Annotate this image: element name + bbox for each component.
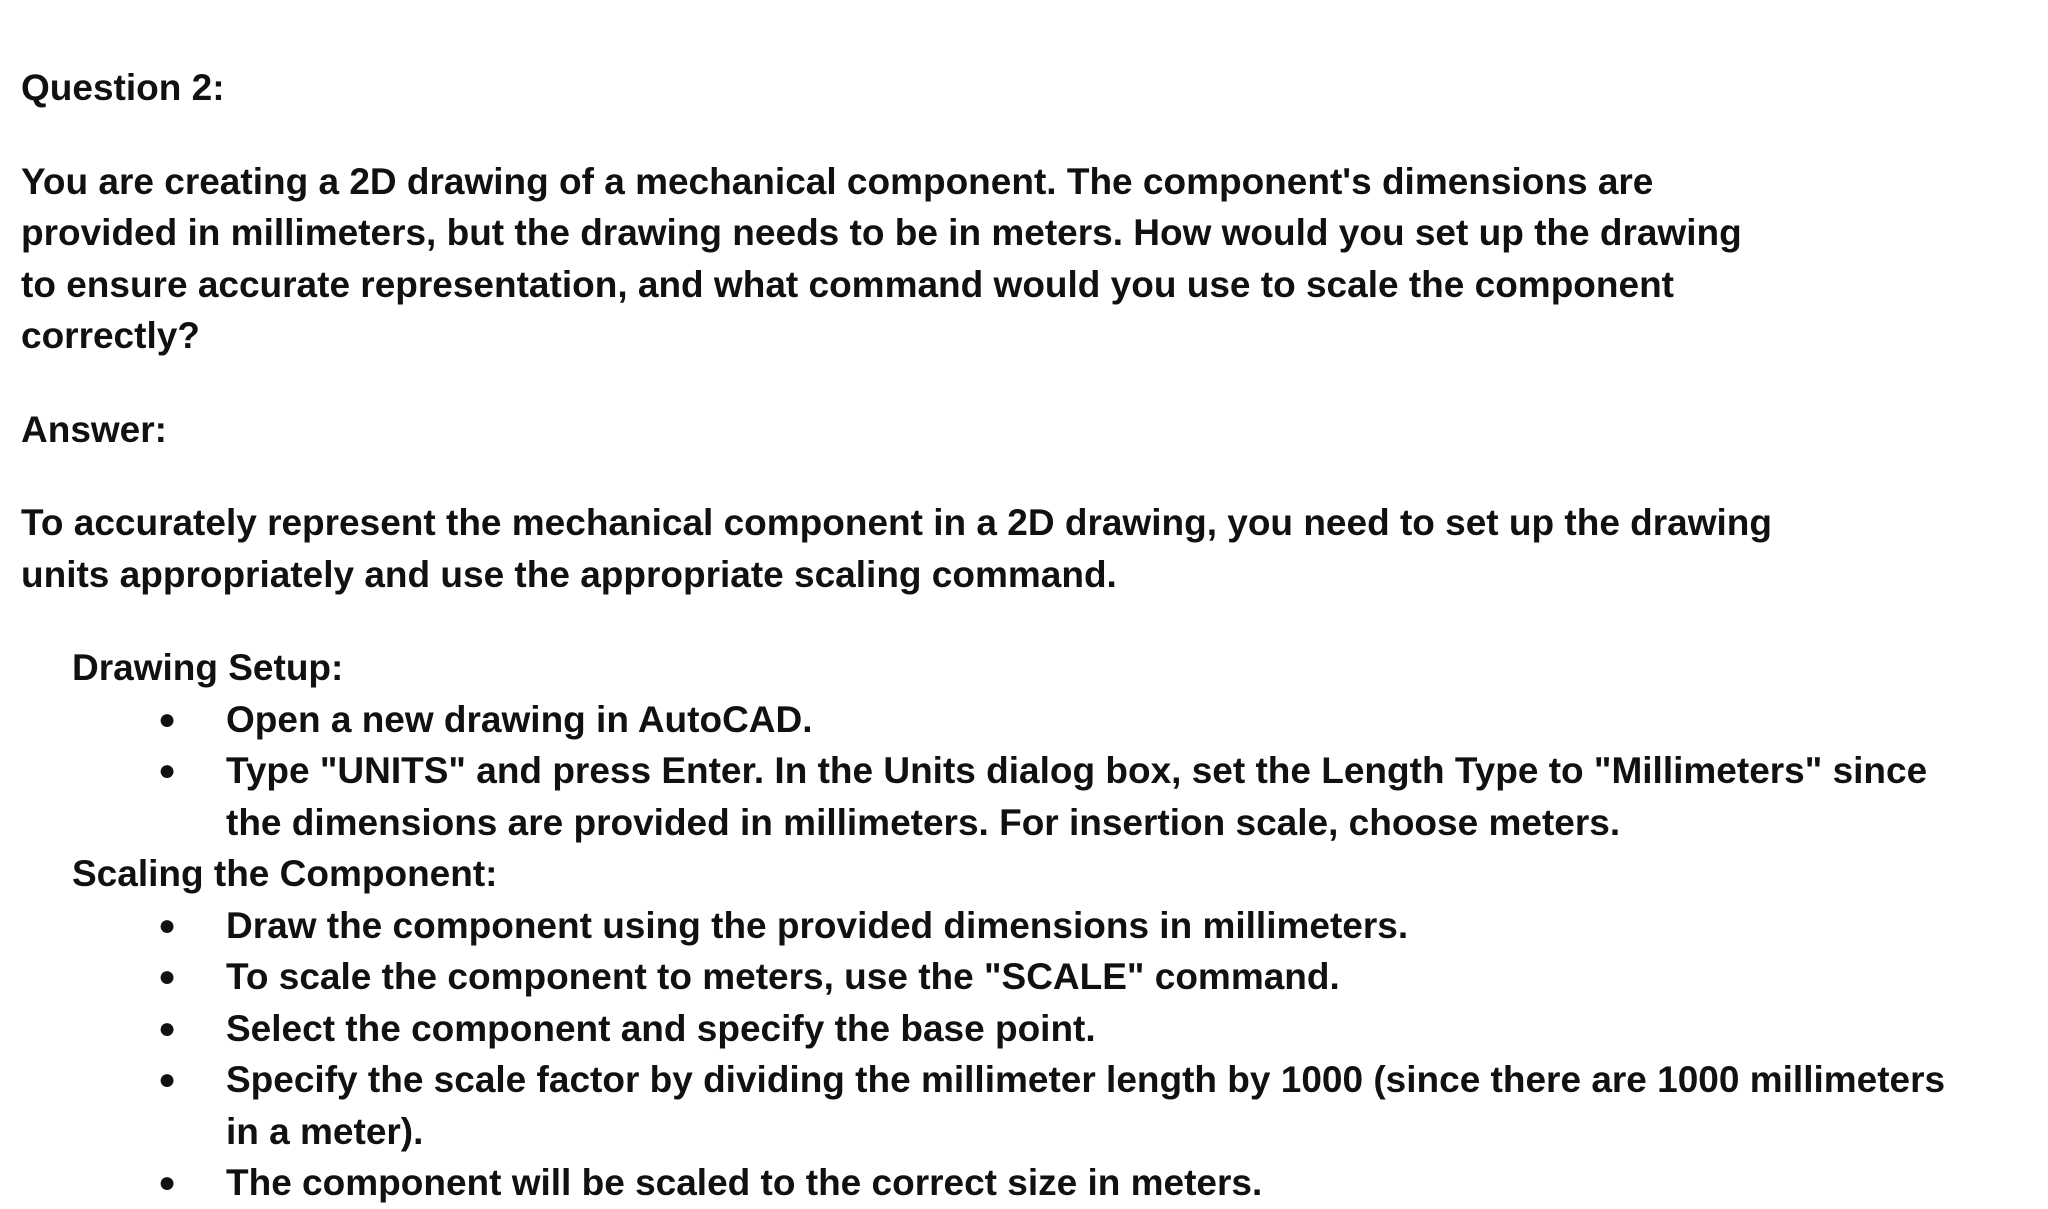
document-body xyxy=(21,62,2021,1209)
list-item-text: Draw the component using the provided dimensions in millimeters. xyxy=(226,904,1409,946)
list-item xyxy=(158,900,2021,952)
list-item xyxy=(158,1157,2021,1209)
bullet-icon: ● xyxy=(158,1166,177,1199)
section-title: Drawing Setup: xyxy=(72,647,344,688)
answer-intro: To accurately represent the mechanical component in a 2D drawing, you need to set up the drawing units appropriately and use the appropriate scaling command. xyxy=(21,502,1773,595)
bullet-icon: ● xyxy=(158,960,177,993)
spacer xyxy=(21,600,2021,642)
answer-heading: Answer: xyxy=(21,408,167,450)
spacer xyxy=(21,114,2021,156)
bullet-list-scaling xyxy=(21,900,2021,1209)
bullet-icon: ● xyxy=(158,908,177,942)
list-item xyxy=(158,694,2021,746)
section-scaling-component xyxy=(72,848,2021,900)
list-item xyxy=(158,951,2021,1003)
bullet-icon: ● xyxy=(158,702,177,736)
spacer xyxy=(21,455,2021,497)
bullet-icon: ● xyxy=(158,754,177,787)
bullet-list-drawing-setup xyxy=(21,694,2021,849)
list-item-text: Open a new drawing in AutoCAD. xyxy=(226,698,813,740)
list-item-text: Type "UNITS" and press Enter. In the Units dialog box, set the Length Type to "Millimeters" since the dimensions are provided in millimeters. For insertion scale, choose meters. xyxy=(226,750,1928,843)
list-item xyxy=(158,1003,2021,1055)
section-drawing-setup xyxy=(72,642,2021,694)
list-item-text: Specify the scale factor by dividing the millimeter length by 1000 (since there are 1000 millimeters in a meter). xyxy=(226,1059,1946,1152)
question-text: You are creating a 2D drawing of a mechanical component. The component's dimensions are provided in millimeters, but the drawing needs to be in meters. How would you set up the drawing to ensure accurate representation, and what command would you use to scale the component correctly? xyxy=(21,160,1742,356)
list-item-text: To scale the component to meters, use the "SCALE" command. xyxy=(226,956,1340,997)
list-item-text: Select the component and specify the base point. xyxy=(226,1007,1096,1049)
list-item-text: The component will be scaled to the correct size in meters. xyxy=(226,1162,1263,1203)
question-heading: Question 2: xyxy=(21,67,225,108)
bullet-icon: ● xyxy=(158,1011,177,1045)
bullet-icon: ● xyxy=(158,1063,177,1096)
list-item xyxy=(158,745,2021,848)
spacer xyxy=(21,362,2021,404)
section-title: Scaling the Component: xyxy=(72,853,498,894)
list-item xyxy=(158,1054,2021,1157)
